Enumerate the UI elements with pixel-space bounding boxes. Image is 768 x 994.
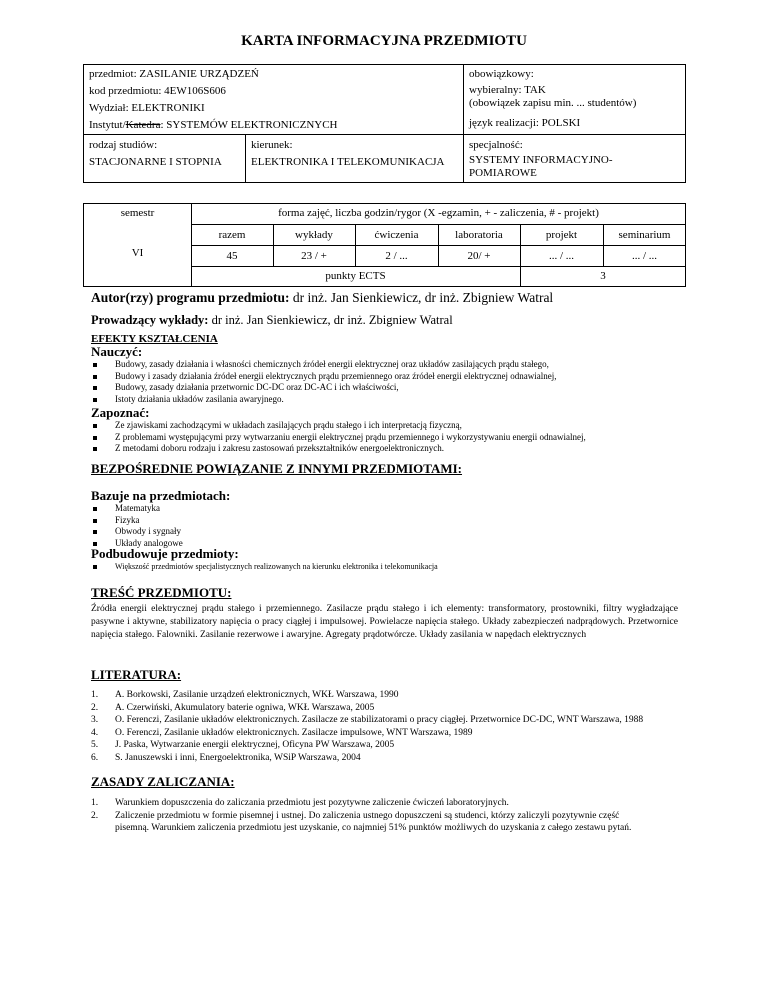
specialty-label: specjalność: (469, 139, 523, 151)
language: język realizacji: POLSKI (469, 117, 581, 129)
ects-label: punkty ECTS (325, 270, 386, 282)
study-type-value: STACJONARNE I STOPNIA (89, 156, 222, 168)
list-item (91, 752, 678, 765)
teach-list (91, 359, 751, 405)
literature-list (91, 689, 678, 764)
col-projekt: projekt (545, 229, 578, 241)
list-item (91, 727, 678, 740)
item-number: 2. (91, 810, 99, 821)
item-number: 5. (91, 740, 99, 750)
relations-heading: BEZPOŚREDNIE POWIĄZANIE Z INNYMI PRZEDMIOTAMI: (91, 461, 463, 476)
val-wyklady: 23 / + (301, 250, 327, 262)
rules-heading: ZASADY ZALICZANIA: (91, 774, 235, 789)
val-projekt: ... / ... (548, 250, 575, 262)
supports-list (91, 561, 751, 573)
page-title: KARTA INFORMACYJNA PRZEDMIOTU (241, 33, 527, 49)
based-on-heading: Bazuje na przedmiotach: (91, 488, 231, 503)
col-laboratoria: laboratoria (455, 229, 503, 241)
list-item: Budowy i zasady działania źródeł energii elektrycznych prądu przemiennego oraz źródeł energii elektrycznej odnawialnej, (91, 371, 751, 383)
list-item: Obwody i sygnały (91, 526, 491, 538)
item-text: Zaliczenie przedmiotu w formie pisemnej i ustnej. Do zaliczenia ustnego dopuszczeni są studenci, którzy zaliczyli pozytywnie część pisemną. Warunkiem zaliczenia przedmiotu jest uzyskanie, co najmniej 51% punktów możliwych do uzyskania z całego zestawu pytań. (115, 810, 632, 833)
institute-suffix: : SYSTEMÓW ELEKTRONICZNYCH (160, 119, 338, 131)
content-heading: TREŚĆ PRZEDMIOTU: (91, 585, 232, 600)
divider (463, 64, 464, 135)
item-number: 6. (91, 752, 99, 763)
authors-value: dr inż. Jan Sienkiewicz, dr inż. Zbigniew Watral (289, 290, 554, 305)
based-on-list (91, 503, 491, 549)
list-item: Matematyka (91, 503, 491, 515)
lecturers-value: dr inż. Jan Sienkiewicz, dr inż. Zbigniew Watral (208, 313, 453, 327)
item-text: A. Borkowski, Zasilanie urządzeń elektronicznych, WKŁ Warszawa, 1990 (115, 690, 399, 700)
item-text: J. Paska, Wytwarzanie energii elektrycznej, Oficyna PW Warszawa, 2005 (115, 740, 395, 750)
list-item: Budowy, zasady działania przetwornic DC-DC oraz DC-AC i ich właściwości, (91, 382, 751, 394)
item-text: O. Ferenczi, Zasilanie układów elektronicznych. Zasilacze impulsowe, WNT Warszawa, 1989 (115, 727, 473, 738)
list-item (91, 810, 651, 835)
list-item (91, 739, 678, 752)
item-text: A. Czerwiński, Akumulatory baterie ogniwa, WKŁ Warszawa, 2005 (115, 702, 375, 713)
item-number: 4. (91, 727, 99, 738)
authors (91, 290, 553, 306)
institute-prefix: Instytut/ (89, 119, 126, 131)
institute (89, 117, 338, 134)
ects-value: 3 (600, 270, 606, 282)
form-description: forma zajęć, liczba godzin/rygor (X -egzamin, + - zaliczenia, # - projekt) (278, 207, 599, 219)
list-item: Z metodami doboru rodzaju i zakresu zastosowań przekształtników energoelektronicznych. (91, 443, 751, 455)
list-item: Większość przedmiotów specjalistycznych realizowanych na kierunku elektronika i telekomunikacja (91, 561, 751, 573)
divider (463, 134, 464, 183)
divider (191, 266, 686, 267)
faculty: Wydział: ELEKTRONIKI (89, 102, 205, 114)
field-label: kierunek: (251, 139, 293, 151)
course-name: przedmiot: ZASILANIE URZĄDZEŃ (89, 68, 259, 80)
lecturers-label: Prowadzący wykłady: (91, 313, 209, 327)
semester-label: semestr (120, 207, 155, 219)
list-item (91, 714, 678, 727)
enrolment-note: (obowiązek zapisu min. ... studentów) (469, 97, 637, 109)
supports-heading: Podbudowuje przedmioty: (91, 546, 239, 561)
divider (245, 134, 246, 183)
familiarize-heading: Zapoznać: (91, 405, 150, 420)
specialty-value: SYSTEMY INFORMACYJNO-POMIAROWE (469, 154, 613, 179)
val-laboratoria: 20/ + (467, 250, 491, 262)
familiarize-list (91, 420, 751, 455)
val-razem: 45 (226, 250, 238, 262)
semester-value: VI (131, 247, 144, 259)
list-item (91, 689, 678, 702)
col-wyklady: wykłady (295, 229, 333, 241)
list-item: Istoty działania układów zasilania awaryjnego. (91, 394, 751, 406)
list-item: Układy analogowe (91, 538, 491, 550)
study-type-label: rodzaj studiów: (89, 139, 158, 151)
item-text: S. Januszewski i inni, Energoelektronika, WSiP Warszawa, 2004 (115, 752, 361, 763)
lecturers (91, 313, 453, 328)
item-number: 1. (91, 798, 99, 808)
course-code: kod przedmiotu: 4EW106S606 (89, 85, 226, 97)
val-seminarium: ... / ... (631, 250, 658, 262)
list-item: Budowy, zasady działania i własności chemicznych źródeł energii elektrycznej oraz układów zasilających prądu stałego, (91, 359, 751, 371)
institute-strike: Katedra (125, 119, 161, 131)
item-number: 2. (91, 702, 99, 713)
val-cwiczenia: 2 / ... (385, 250, 408, 262)
rules-list (91, 797, 651, 835)
elective-value: wybieralny: TAK (469, 84, 546, 96)
field-value: ELEKTRONIKA I TELEKOMUNIKACJA (251, 156, 445, 168)
item-text: O. Ferenczi, Zasilanie układów elektronicznych. Zasilacze ze stabilizatorami o pracy ciągłej. Przetwornice DC-DC, WNT Warszawa, 1988 (115, 715, 644, 725)
content-text: Źródła energii elektrycznej prądu stałego i przemiennego. Zasilacze prądu stałego i ich elementy: transformatory, prostowniki, filtry wygładzające pasywne i aktywne, stabilizatory napięcia o pracy ciągłej i impulsowej. Powielacze napięcia stałego. Układy zabezpieczeń nadprądowych. Przetwornice napięcia stałego. Falowniki. Zasilanie rezerwowe i awaryjne. Agregaty prądotwórcze. Układy zasilania w napędach elektrycznych (91, 604, 678, 640)
teach-heading: Nauczyć: (91, 344, 143, 359)
item-text: Warunkiem dopuszczenia do zaliczania przedmiotu jest pozytywne zaliczenie ćwiczeń laboratoryjnych. (115, 798, 509, 808)
mandatory-label: obowiązkowy: (469, 68, 534, 80)
list-item (91, 797, 651, 810)
col-seminarium: seminarium (618, 229, 671, 241)
item-number: 1. (91, 690, 99, 700)
authors-label: Autor(rzy) programu przedmiotu: (91, 290, 290, 305)
col-razem: razem (218, 229, 246, 241)
list-item: Ze zjawiskami zachodzącymi w układach zasilających prądu stałego i ich interpretacją fizyczną, (91, 420, 751, 432)
literature-heading: LITERATURA: (91, 667, 182, 682)
item-number: 3. (91, 715, 99, 725)
col-cwiczenia: ćwiczenia (374, 229, 419, 241)
schedule-table (83, 203, 686, 287)
list-item: Z problemami występującymi przy wytwarzaniu energii elektrycznej prądu przemiennego i wykorzystywaniu energii odnawialnej, (91, 432, 751, 444)
list-item (91, 702, 678, 715)
list-item: Fizyka (91, 515, 491, 527)
effects-heading: EFEKTY KSZTAŁCENIA (91, 333, 218, 345)
